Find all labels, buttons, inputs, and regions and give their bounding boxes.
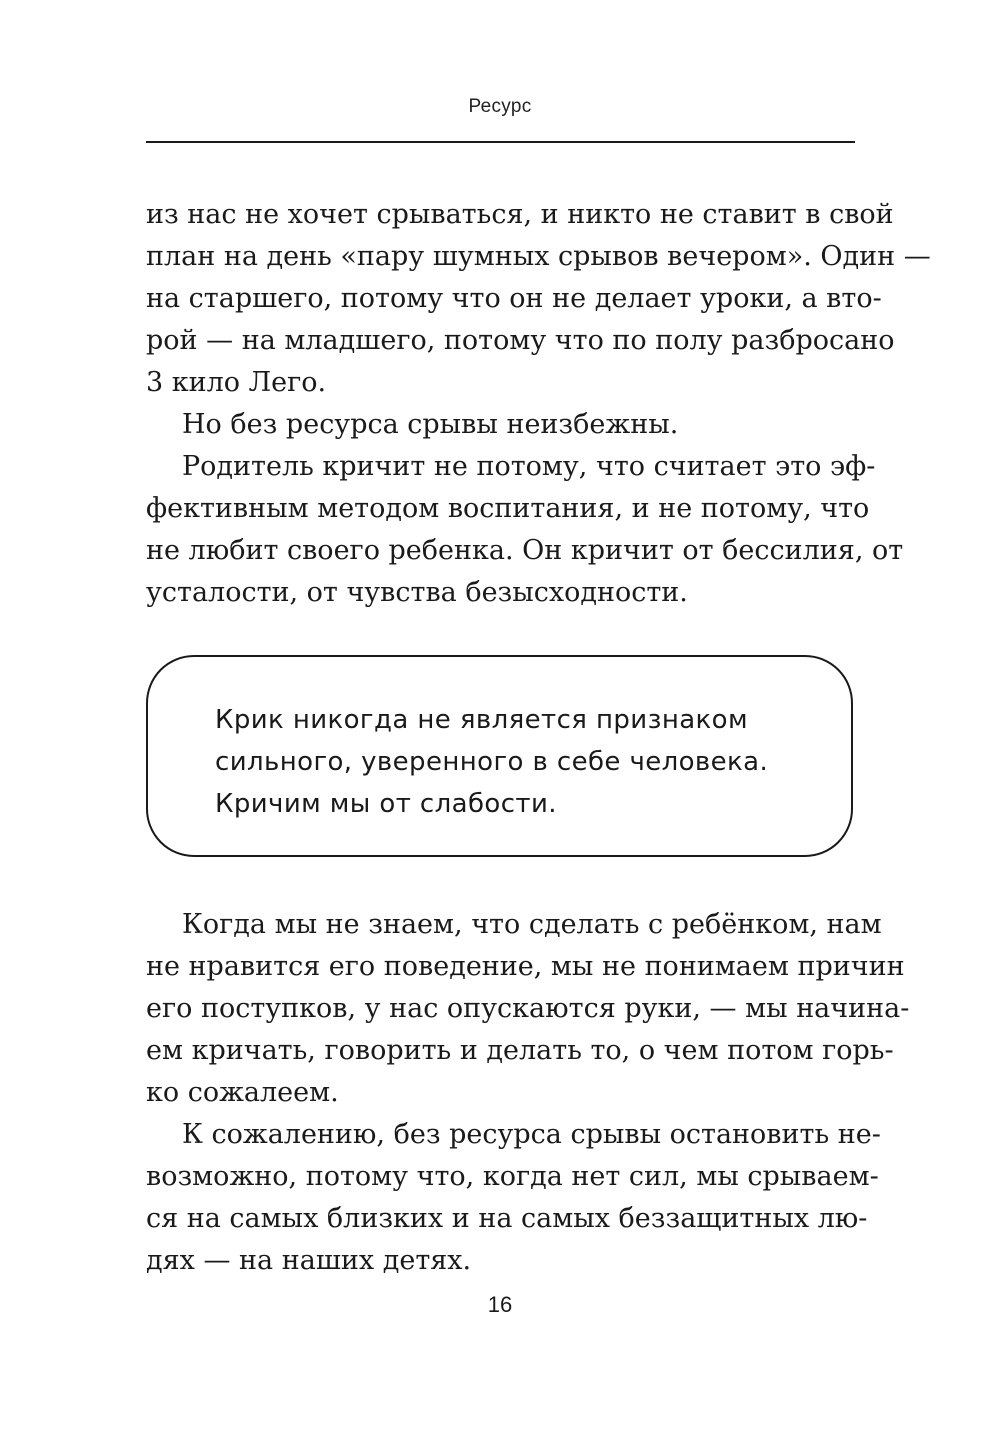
callout-line: сильного, уверенного в себе человека. — [215, 747, 769, 777]
text-line: не нравится его поведение, мы не понимаем причин — [146, 951, 905, 982]
text-line: дях — на наших детях. — [146, 1245, 472, 1276]
text-line: Но без ресурса срывы неизбежны. — [182, 409, 679, 440]
text-line: Когда мы не знаем, что сделать с ребёнком, нам — [182, 909, 882, 940]
text-line: его поступков, у нас опускаются руки, — мы начина- — [146, 993, 910, 1024]
text-line: К сожалению, без ресурса срывы остановить не- — [182, 1119, 881, 1150]
text-line: фективным методом воспитания, и не потому, что — [146, 493, 870, 524]
text-line: возможно, потому что, когда нет сил, мы срываем- — [146, 1161, 879, 1192]
callout-line: Кричим мы от слабости. — [215, 789, 557, 819]
callout-text — [215, 699, 825, 825]
text-line: не любит своего ребенка. Он кричит от бессилия, от — [146, 535, 904, 566]
text-line: план на день «пару шумных срывов вечером». Один — — [146, 241, 931, 272]
callout-line: Крик никогда не является признаком — [215, 705, 748, 735]
text-line: ко сожалеем. — [146, 1077, 339, 1108]
body-text-block-2 — [146, 904, 910, 1282]
text-line: 3 кило Лего. — [146, 367, 327, 398]
text-line: ся на самых близких и на самых беззащитных лю- — [146, 1203, 868, 1234]
text-line: усталости, от чувства безысходности. — [146, 577, 688, 608]
text-line: Родитель кричит не потому, что считает это эф- — [182, 451, 876, 482]
page-number: 16 — [487, 1292, 513, 1317]
body-text-block-1 — [146, 194, 931, 614]
header-rule — [146, 141, 855, 143]
text-line: из нас не хочет срываться, и никто не ставит в свой — [146, 199, 894, 230]
running-head: Ресурс — [468, 96, 532, 117]
text-line: ем кричать, говорить и делать то, о чем потом горь- — [146, 1035, 894, 1066]
text-line: рой — на младшего, потому что по полу разбросано — [146, 325, 895, 356]
text-line: на старшего, потому что он не делает уроки, а вто- — [146, 283, 882, 314]
